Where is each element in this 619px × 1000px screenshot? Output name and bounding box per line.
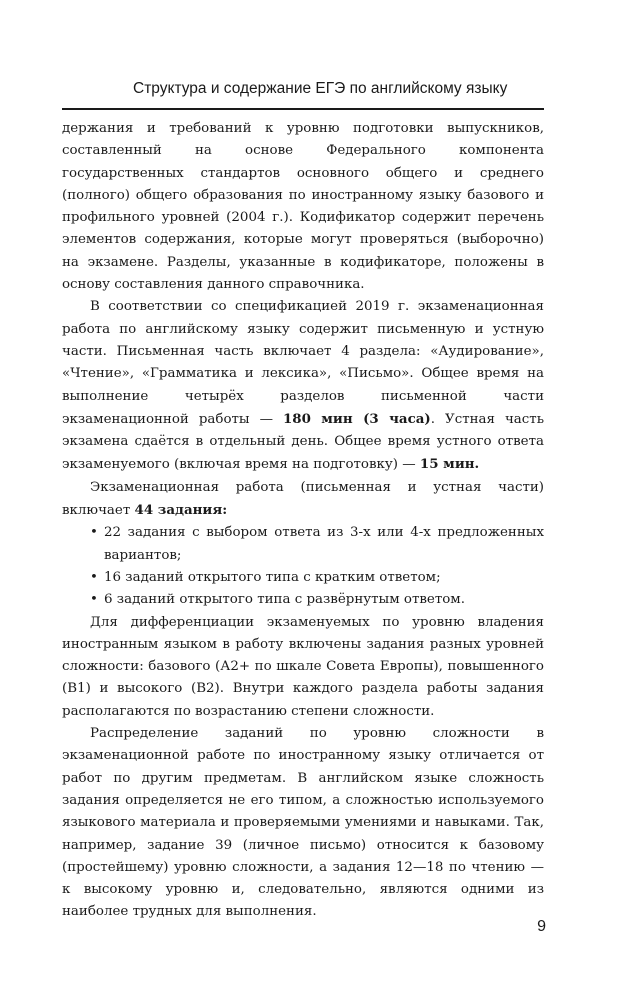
list-item: • 6 заданий открытого типа с развёрнутым ответом.	[62, 589, 544, 611]
page-body	[62, 118, 544, 924]
paragraph-2-text-a: В соответствии со спецификацией 2019 г. экзаменационная работа по английскому языку содержит письменную и устную части. Письменная часть включает 4 раздела: «Аудирование», «Чтение», «Грамматика и лексика», «Письмо». Общее время на выполнение четырёх разделов письменной части экзаменационной работы —	[62, 299, 544, 427]
list-item: • 22 задания с выбором ответа из 3-х или 4-х предложенных вариантов;	[62, 522, 544, 567]
task-type-list	[62, 522, 544, 611]
paragraph-4: Для дифференциации экзаменуемых по уровню владения иностранным языком в работу включены задания разных уровней сложности: базового (А2+ по шкале Совета Европы), повышенного (В1) и высокого (В2). Внутри каждого раздела работы задания располагаются по возрастанию степени сложности.	[62, 614, 544, 719]
paragraph-2-text-c: . Устная часть экзамена сдаётся в отдельный день. Общее время устного ответа экзаменуемого (включая время на подготовку) —	[62, 411, 544, 473]
page-number: 9	[537, 918, 546, 935]
paragraph-5: Распределение заданий по уровню сложности в экзаменационной работе по иностранному языку отличается от работ по другим предметам. В английском языке сложность задания определяется не его типом, а сложностью используемого языкового материала и проверяемыми умениями и навыками. Так, например, задание 39 (личное письмо) относится к базовому (простейшему) уровню сложности, а задания 12—18 по чтению — к высокому уровню и, следовательно, являются одними из наиболее трудных для выполнения.	[62, 726, 544, 920]
paragraph-2	[62, 296, 544, 476]
paragraph-1: держания и требований к уровню подготовки выпускников, составленный на основе Федерального компонента государственных стандартов основного общего и среднего (полного) общего образования по иностранному языку базового и профильного уровней (2004 г.). Кодификатор содержит перечень элементов содержания, которые могут проверяться (выборочно) на экзамене. Разделы, указанные в кодификаторе, положены в основу составления данного справочника.	[62, 121, 544, 293]
running-header: Структура и содержание ЕГЭ по английскому языку	[133, 80, 508, 97]
exam-duration-oral: 15 мин.	[419, 456, 480, 473]
exam-duration-written: 180 мин (3 часа)	[282, 410, 431, 427]
task-count: 44 задания:	[134, 502, 228, 519]
paragraph-3-text-a: Экзаменационная работа (письменная и устная части) включает	[62, 479, 544, 519]
header-rule	[62, 108, 544, 110]
paragraph-3	[62, 477, 544, 523]
list-item: • 16 заданий открытого типа с кратким ответом;	[62, 567, 544, 589]
